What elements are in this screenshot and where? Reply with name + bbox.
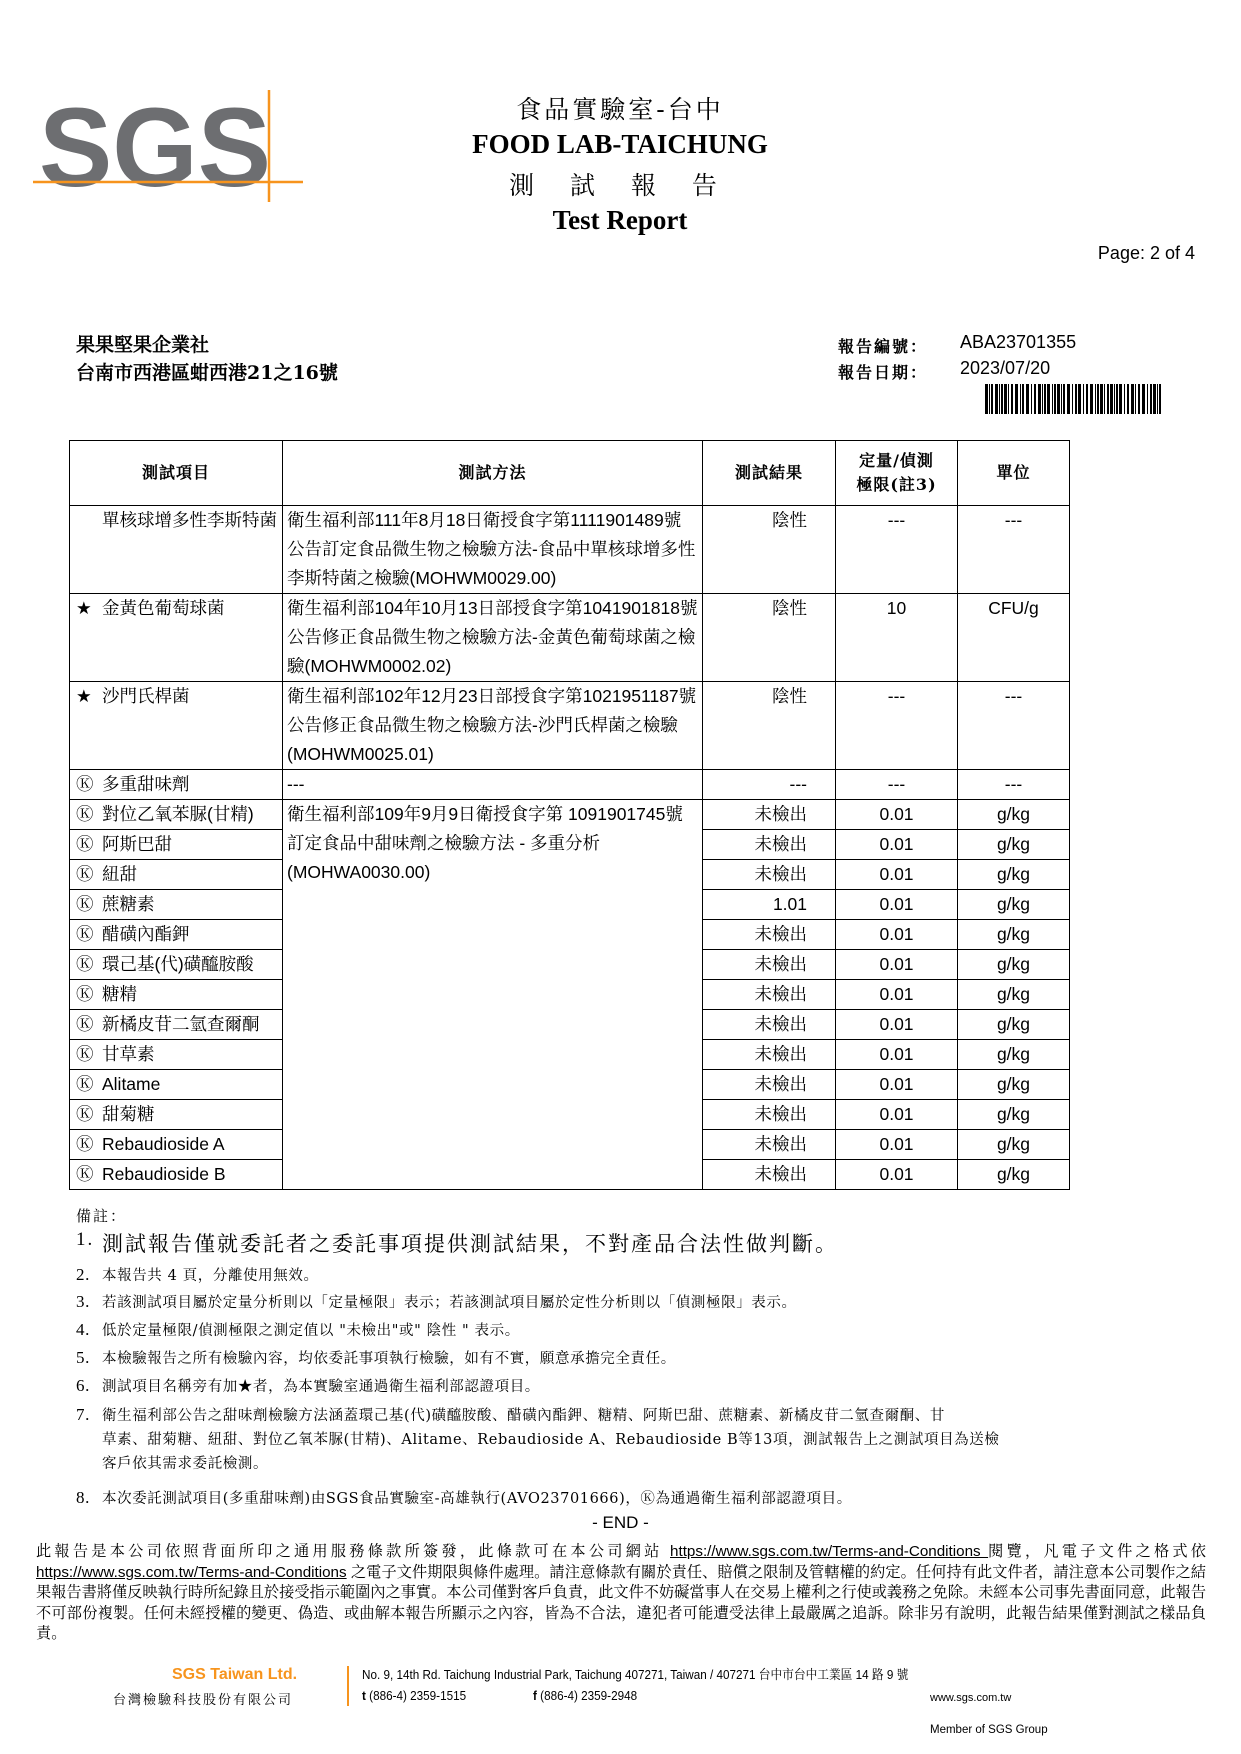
result-cell: 未檢出 [703, 830, 836, 860]
k-mark-icon: Ⓚ [76, 1074, 94, 1094]
item-name: 對位乙氧苯脲(甘精) [102, 804, 254, 824]
barcode-bar [1042, 384, 1043, 414]
item-cell [70, 1070, 283, 1100]
result-cell: 陰性 [703, 594, 836, 682]
limit-cell: 0.01 [836, 980, 958, 1010]
footer-member: Member of SGS Group [930, 1724, 1048, 1736]
result-cell: 未檢出 [703, 1070, 836, 1100]
result-cell: 未檢出 [703, 920, 836, 950]
barcode-bar [1104, 384, 1105, 414]
result-cell: 未檢出 [703, 1010, 836, 1040]
method-cell: 衛生福利部109年9月9日衛授食字第 1091901745號訂定食品中甜味劑之檢驗方法 - 多重分析(MOHWA0030.00) [283, 800, 703, 1190]
terms-link[interactable]: https://www.sgs.com.tw/Terms-and-Conditions [670, 1543, 989, 1560]
barcode-bar [999, 384, 1000, 414]
result-cell: 未檢出 [703, 950, 836, 980]
results-table [69, 440, 1070, 1190]
header-item: 測試項目 [70, 441, 283, 506]
k-mark-icon: Ⓚ [76, 774, 94, 794]
item-cell [70, 506, 283, 594]
unit-cell: g/kg [958, 950, 1070, 980]
limit-cell: 0.01 [836, 800, 958, 830]
footer-divider [347, 1666, 349, 1706]
result-cell: 未檢出 [703, 860, 836, 890]
footer-company-en: SGS Taiwan Ltd. [172, 1666, 298, 1683]
item-name: 紐甜 [102, 864, 137, 884]
barcode-bar [1078, 384, 1081, 414]
barcode-bar [1114, 384, 1115, 414]
footer-fax: f (886-4) 2359-2948 [533, 1688, 638, 1703]
unit-cell: --- [958, 506, 1070, 594]
item-cell [70, 890, 283, 920]
barcode-bar [1127, 384, 1129, 414]
limit-cell: 0.01 [836, 950, 958, 980]
unit-cell: g/kg [958, 800, 1070, 830]
limit-cell: 10 [836, 594, 958, 682]
item-cell [70, 1130, 283, 1160]
end-marker: - END - [592, 1513, 649, 1532]
note-2: 2. 本報告共 4 頁，分離使用無效。 [76, 1265, 319, 1284]
result-cell: 陰性 [703, 506, 836, 594]
item-cell [70, 920, 283, 950]
item-name: Rebaudioside B [102, 1164, 226, 1184]
item-name: Rebaudioside A [102, 1134, 225, 1154]
item-cell [70, 1010, 283, 1040]
result-cell: 陰性 [703, 682, 836, 770]
barcode-bar [1107, 384, 1109, 414]
star-mark-icon: ★ [76, 686, 92, 706]
item-name: 沙門氏桿菌 [102, 686, 190, 706]
barcode-bar [1147, 384, 1148, 414]
barcode-bar [1083, 384, 1084, 414]
result-cell: 未檢出 [703, 1160, 836, 1190]
client-address: 台南市西港區蚶西港21之16號 [76, 362, 338, 384]
barcode-bar [1061, 384, 1062, 414]
barcode-bar [1150, 384, 1152, 414]
k-mark-icon: Ⓚ [76, 984, 94, 1004]
barcode-bar [1119, 384, 1122, 414]
barcode-bar [1047, 384, 1050, 414]
item-name: 甘草素 [102, 1044, 155, 1064]
k-mark-icon: Ⓚ [76, 1104, 94, 1124]
item-cell [70, 950, 283, 980]
barcode-bar [995, 384, 998, 414]
limit-cell: --- [836, 506, 958, 594]
barcode-bar [1138, 384, 1140, 414]
barcode-bar [1057, 384, 1060, 414]
result-cell: 未檢出 [703, 1100, 836, 1130]
barcode-bar [1159, 384, 1161, 414]
header-method: 測試方法 [283, 441, 703, 506]
method-cell: 衛生福利部104年10月13日部授食字第1041901818號公告修正食品微生物之檢驗方法-金黃色葡萄球菌之檢驗(MOHWM0002.02) [283, 594, 703, 682]
barcode-bar [1095, 384, 1096, 414]
report-title-zh: 測 試 報 告 [509, 171, 731, 200]
lab-name-en: FOOD LAB-TAICHUNG [472, 129, 768, 159]
disclaimer: 此報告是本公司依照背面所印之通用服務條款所簽發，此條款可在本公司網站 https://www.sgs.com.tw/Terms-and-Conditions 閱覽，凡電子文件之格式依https://www.sgs.com.tw/Terms-and-Conditions 之電子文件期限與條件處理。請注意條款有關於責任、賠償之限制及管轄權的約定。任何持有此文件者，請注意本公司製作之結果報告書將僅反映執行時所紀錄且於接受指示範圍內之事實。本公司僅對客戶負責，此文件不妨礙當事人在交易上權利之行使或義務之免除。未經本公司事先書面同意，此報告不可部份複製。任何未經授權的變更、偽造、或曲解本報告所顯示之內容，皆為不合法，違犯者可能遭受法律上最嚴厲之追訴。除非另有說明，此報告結果僅對測試之樣品負責。 [36, 1543, 1206, 1642]
barcode-bar [1124, 384, 1125, 414]
method-cell: 衛生福利部102年12月23日部授食字第1021951187號公告修正食品微生物之檢驗方法-沙門氏桿菌之檢驗(MOHWM0025.01) [283, 682, 703, 770]
header-result: 測試結果 [703, 441, 836, 506]
footer-company-zh: 台灣檢驗科技股份有限公司 [113, 1693, 294, 1708]
barcode-bar [1011, 384, 1013, 414]
barcode-bar [989, 384, 990, 414]
barcode-bar [1131, 384, 1134, 414]
item-name: 單核球增多性李斯特菌 [102, 510, 277, 530]
barcode-bar [1020, 384, 1021, 414]
limit-cell: 0.01 [836, 1040, 958, 1070]
barcode-bar [1004, 384, 1007, 414]
item-name: 新橘皮苷二氫查爾酮 [102, 1014, 260, 1034]
k-mark-icon: Ⓚ [76, 1134, 94, 1154]
note-8: 8. 本次委託測試項目(多重甜味劑)由SGS食品實驗室-高雄執行(AVO23701666)，Ⓚ為通過衛生福利部認證項目。 [76, 1488, 852, 1507]
note-6: 6. 測試項目名稱旁有加★者，為本實驗室通過衛生福利部認證項目。 [76, 1376, 540, 1395]
k-mark-icon: Ⓚ [76, 894, 94, 914]
unit-cell: g/kg [958, 860, 1070, 890]
item-cell [70, 830, 283, 860]
table-row [70, 594, 1070, 682]
result-cell: 未檢出 [703, 1040, 836, 1070]
barcode-bar [1110, 384, 1113, 414]
barcode-bar [1072, 384, 1073, 414]
unit-cell: CFU/g [958, 594, 1070, 682]
item-name: 甜菊糖 [102, 1104, 155, 1124]
item-name: 阿斯巴甜 [102, 834, 172, 854]
limit-cell: 0.01 [836, 830, 958, 860]
k-mark-icon: Ⓚ [76, 1014, 94, 1034]
footer-address: No. 9, 14th Rd. Taichung Industrial Park, Taichung 407271, Taiwan / 407271 台中市台中工業區 14 路 9 號 [362, 1667, 909, 1682]
method-cell: --- [283, 770, 703, 800]
table-row [70, 800, 1070, 830]
item-cell [70, 800, 283, 830]
note-5: 5. 本檢驗報告之所有檢驗內容，均依委託事項執行檢驗，如有不實，願意承擔完全責任。 [76, 1348, 676, 1367]
result-cell: 未檢出 [703, 980, 836, 1010]
table-row [70, 506, 1070, 594]
limit-cell: 0.01 [836, 1160, 958, 1190]
barcode-bar [1052, 384, 1053, 414]
item-cell [70, 1160, 283, 1190]
unit-cell: g/kg [958, 1040, 1070, 1070]
header-limit [836, 441, 958, 506]
item-name: 糖精 [102, 984, 137, 1004]
barcode-bar [1031, 384, 1032, 414]
barcode-bar [1097, 384, 1099, 414]
report-title-en: Test Report [552, 205, 688, 235]
limit-cell: 0.01 [836, 890, 958, 920]
note-3: 3. 若該測試項目屬於定量分析則以「定量極限」表示；若該測試項目屬於定性分析則以「偵測極限」表示。 [76, 1292, 797, 1311]
barcode-bar [1001, 384, 1003, 414]
barcode-bar [1153, 384, 1156, 414]
k-mark-icon: Ⓚ [76, 834, 94, 854]
star-mark-icon: ★ [76, 598, 92, 618]
item-name: 金黃色葡萄球菌 [102, 598, 225, 618]
k-mark-icon: Ⓚ [76, 864, 94, 884]
item-name: Alitame [102, 1074, 161, 1094]
barcode-bar [1075, 384, 1077, 414]
k-mark-icon: Ⓚ [76, 1044, 94, 1064]
item-cell [70, 770, 283, 800]
barcode-bar [1034, 384, 1036, 414]
unit-cell: g/kg [958, 980, 1070, 1010]
report-number-label: 報告編號： [838, 337, 929, 356]
barcode-bar [1135, 384, 1136, 414]
notes-title: 備註： [76, 1207, 128, 1225]
terms-link-2[interactable]: https://www.sgs.com.tw/Terms-and-Conditions [36, 1563, 347, 1581]
barcode-bar [1026, 384, 1029, 414]
barcode-bar [991, 384, 993, 414]
sgs-logo-text: SGS [39, 90, 271, 202]
unit-cell: --- [958, 682, 1070, 770]
unit-cell: g/kg [958, 830, 1070, 860]
barcode [985, 384, 1161, 414]
barcode-bar [1142, 384, 1145, 414]
item-cell [70, 1040, 283, 1070]
k-mark-icon: Ⓚ [76, 954, 94, 974]
k-mark-icon: Ⓚ [76, 1164, 94, 1184]
unit-cell: --- [958, 770, 1070, 800]
note-4: 4. 低於定量極限/偵測極限之測定值以 "未檢出"或" 陰性 " 表示。 [76, 1320, 520, 1339]
item-name: 多重甜味劑 [102, 774, 190, 794]
unit-cell: g/kg [958, 1070, 1070, 1100]
unit-cell: g/kg [958, 890, 1070, 920]
limit-cell: 0.01 [836, 1010, 958, 1040]
item-cell [70, 860, 283, 890]
barcode-bar [1063, 384, 1065, 414]
barcode-bar [1100, 384, 1103, 414]
note-1: 1. 測試報告僅就委託者之委託事項提供測試結果，不對產品合法性做判斷。 [76, 1229, 838, 1256]
header-unit: 單位 [958, 441, 1070, 506]
footer-tel: t (886-4) 2359-1515 [362, 1688, 467, 1703]
barcode-bar [1157, 384, 1158, 414]
item-cell [70, 980, 283, 1010]
result-cell: 1.01 [703, 890, 836, 920]
page-number: Page: 2 of 4 [1097, 243, 1195, 263]
barcode-bar [1038, 384, 1041, 414]
unit-cell: g/kg [958, 1100, 1070, 1130]
unit-cell: g/kg [958, 920, 1070, 950]
unit-cell: g/kg [958, 1160, 1070, 1190]
sgs-logo [33, 90, 303, 202]
barcode-bar [1086, 384, 1088, 414]
unit-cell: g/kg [958, 1010, 1070, 1040]
barcode-bar [1044, 384, 1046, 414]
unit-cell: g/kg [958, 1130, 1070, 1160]
result-cell: --- [703, 770, 836, 800]
item-name: 環己基(代)磺醯胺酸 [102, 954, 254, 974]
barcode-bar [1090, 384, 1093, 414]
limit-cell: 0.01 [836, 860, 958, 890]
footer-website[interactable]: www.sgs.com.tw [930, 1692, 1012, 1704]
lab-name-zh: 食品實驗室-台中 [516, 95, 724, 124]
limit-cell: 0.01 [836, 1070, 958, 1100]
limit-cell: 0.01 [836, 1130, 958, 1160]
barcode-bar [1116, 384, 1118, 414]
table-header-row [70, 441, 1070, 506]
header-limit-line1: 定量/偵測 [859, 451, 934, 470]
table-row [70, 770, 1070, 800]
limit-cell: 0.01 [836, 1100, 958, 1130]
note-7: 7. 衛生福利部公告之甜味劑檢驗方法涵蓋環己基(代)磺醯胺酸、醋磺內酯鉀、糖精、阿斯巴甜、蔗糖素、新橘皮苷二氫查爾酮、甘 草素、甜菊糖、紐甜、對位乙氧苯脲(甘精)、Alitame、Rebaudioside A、Rebaudioside B等13項，測試報告上之測試項目為送檢 客戶依其需求委託檢測。 [76, 1405, 1000, 1472]
report-date-label: 報告日期： [838, 363, 929, 382]
item-cell [70, 1100, 283, 1130]
k-mark-icon: Ⓚ [76, 924, 94, 944]
table-row [70, 682, 1070, 770]
barcode-bar [985, 384, 988, 414]
client-name: 果果堅果企業社 [76, 334, 210, 356]
barcode-bar [1022, 384, 1024, 414]
limit-cell: --- [836, 682, 958, 770]
barcode-bar [1015, 384, 1018, 414]
k-mark-icon: Ⓚ [76, 804, 94, 824]
barcode-bar [1008, 384, 1009, 414]
header-limit-line2: 極限(註3) [856, 475, 937, 494]
report-date: 2023/07/20 [960, 358, 1051, 378]
limit-cell: --- [836, 770, 958, 800]
method-cell: 衛生福利部111年8月18日衛授食字第1111901489號公告訂定食品微生物之檢驗方法-食品中單核球增多性李斯特菌之檢驗(MOHWM0029.00) [283, 506, 703, 594]
barcode-bar [1054, 384, 1056, 414]
item-cell [70, 682, 283, 770]
item-name: 醋磺內酯鉀 [102, 924, 190, 944]
result-cell: 未檢出 [703, 1130, 836, 1160]
result-cell: 未檢出 [703, 800, 836, 830]
report-number: ABA23701355 [960, 332, 1077, 352]
barcode-bar [1067, 384, 1070, 414]
item-name: 蔗糖素 [102, 894, 155, 914]
limit-cell: 0.01 [836, 920, 958, 950]
item-cell [70, 594, 283, 682]
